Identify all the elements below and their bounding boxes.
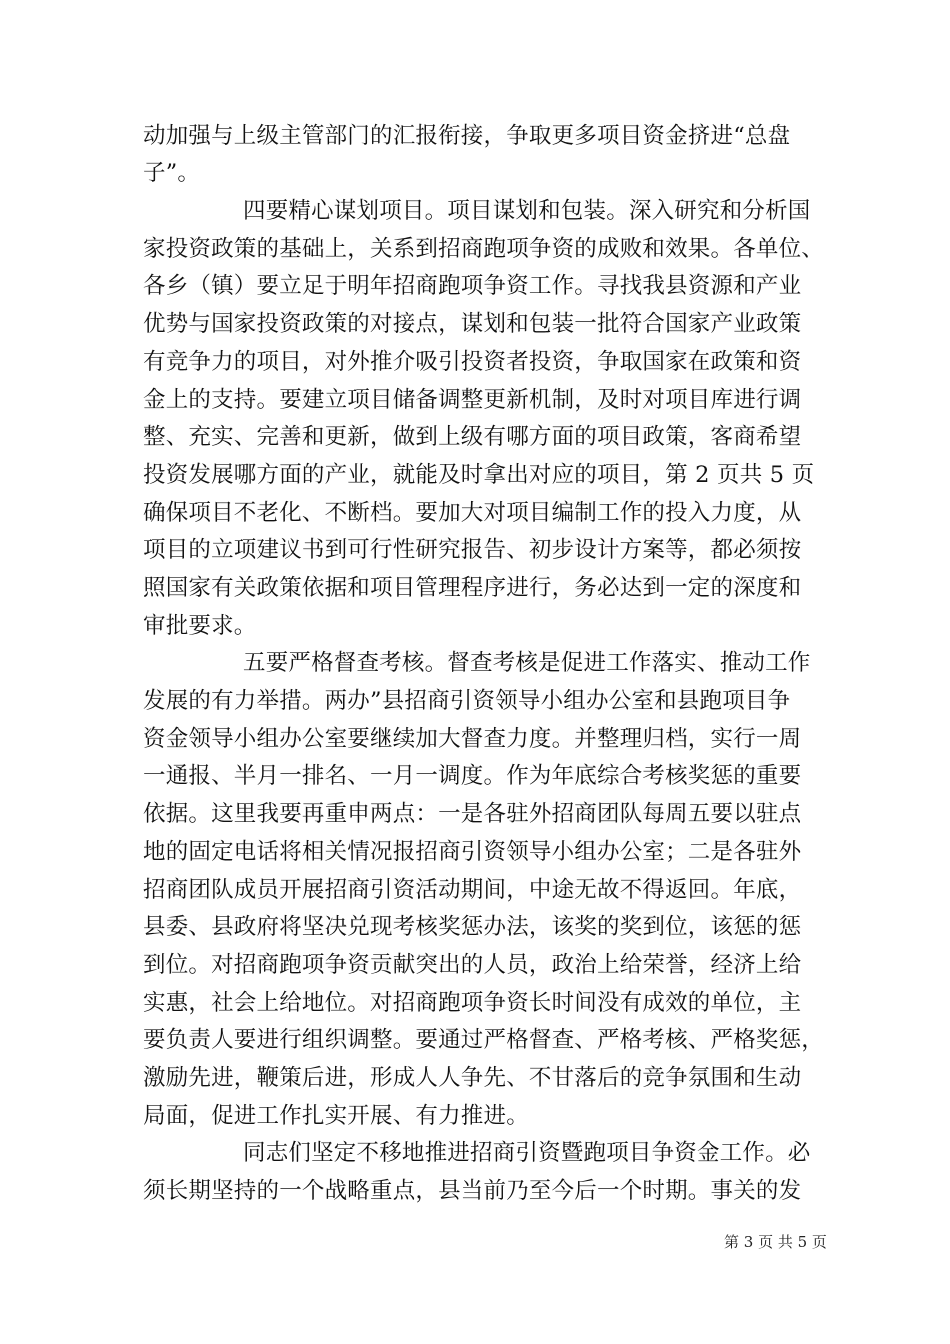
text-line: 须长期坚持的一个战略重点，县当前乃至今后一个时期。事关的发 <box>143 1178 802 1204</box>
text-line: 优势与国家投资政策的对接点，谋划和包装一批符合国家产业政策 <box>143 311 802 337</box>
text-line: 动加强与上级主管部门的汇报衔接，争取更多项目资金挤进“总盘 <box>143 123 791 149</box>
text-line: 确保项目不老化、不断档。要加大对项目编制工作的投入力度，从 <box>143 500 802 526</box>
text-line: 激励先进，鞭策后进，形成人人争先、不甘落后的竞争氛围和生动 <box>143 1065 802 1091</box>
text-line: 审批要求。 <box>143 613 257 639</box>
text-line: 县委、县政府将坚决兑现考核奖惩办法，该奖的奖到位，该惩的惩 <box>143 914 802 940</box>
text-line: 整、充实、完善和更新，做到上级有哪方面的项目政策，客商希望 <box>143 424 802 450</box>
text-line: 局面，促进工作扎实开展、有力推进。 <box>143 1103 529 1129</box>
text-line: 发展的有力举措。两办”县招商引资领导小组办公室和县跑项目争 <box>143 688 791 714</box>
text-line: 地的固定电话将相关情况报招商引资领导小组办公室；二是各驻外 <box>143 839 802 865</box>
paragraph-start-line: 五要严格督查考核。督查考核是促进工作落实、推动工作 <box>243 650 811 676</box>
text-line: 一通报、半月一排名、一月一调度。作为年底综合考核奖惩的重要 <box>143 763 802 789</box>
text-line: 金上的支持。要建立项目储备调整更新机制，及时对项目库进行调 <box>143 387 802 413</box>
text-line: 家投资政策的基础上，关系到招商跑项争资的成败和效果。各单位、 <box>143 236 825 262</box>
text-line: 子”。 <box>143 160 201 186</box>
text-line: 招商团队成员开展招商引资活动期间，中途无故不得返回。年底， <box>143 877 802 903</box>
text-line: 照国家有关政策依据和项目管理程序进行，务必达到一定的深度和 <box>143 575 802 601</box>
text-line: 各乡（镇）要立足于明年招商跑项争资工作。寻找我县资源和产业 <box>143 273 802 299</box>
page-number-footer: 第 3 页 共 5 页 <box>724 1233 827 1251</box>
text-line: 到位。对招商跑项争资贡献突出的人员，政治上给荣誉，经济上给 <box>143 952 802 978</box>
text-line: 资金领导小组办公室要继续加大督查力度。并整理归档，实行一周 <box>143 726 802 752</box>
paragraph-start-line: 同志们坚定不移地推进招商引资暨跑项目争资金工作。必 <box>243 1140 811 1166</box>
text-line: 有竞争力的项目，对外推介吸引投资者投资，争取国家在政策和资 <box>143 349 802 375</box>
text-line: 实惠，社会上给地位。对招商跑项争资长时间没有成效的单位，主 <box>143 990 802 1016</box>
text-line: 要负责人要进行组织调整。要通过严格督查、严格考核、严格奖惩， <box>143 1027 825 1053</box>
text-line: 依据。这里我要再重申两点：一是各驻外招商团队每周五要以驻点 <box>143 801 802 827</box>
paragraph-start-line: 四要精心谋划项目。项目谋划和包装。深入研究和分析国 <box>243 198 811 224</box>
text-line: 项目的立项建议书到可行性研究报告、初步设计方案等，都必须按 <box>143 537 802 563</box>
text-line: 投资发展哪方面的产业，就能及时拿出对应的项目，第 2 页共 5 页 <box>143 462 815 488</box>
